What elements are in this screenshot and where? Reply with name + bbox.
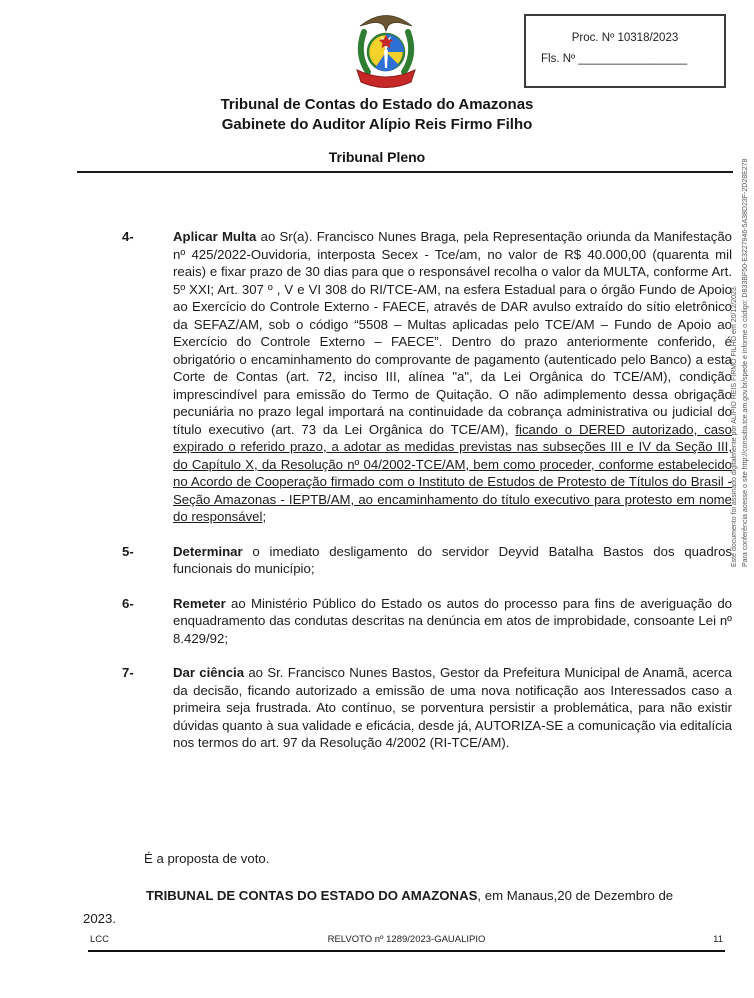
list-item-6 (122, 595, 732, 648)
proposal-line: É a proposta de voto. (144, 851, 270, 866)
item-text (173, 664, 732, 752)
verification-line: Para conferência acesse o site http://consulta.tce.am.gov.br/spede e informe o código: D833BF50-E3227946-5A38D23F-2D28E278 (742, 158, 749, 567)
item-number: 4- (122, 229, 134, 244)
item-lead: Aplicar Multa (173, 229, 257, 244)
office-name: Gabinete do Auditor Alípio Reis Firmo Filho (221, 116, 533, 133)
footer-divider (88, 950, 725, 952)
item-body: o imediato desligamento do servidor Deyvid Batalha Bastos dos quadros funcionais do município; (173, 543, 732, 576)
closing-org-name: TRIBUNAL DE CONTAS DO ESTADO DO AMAZONAS (146, 888, 478, 903)
list-item-5 (122, 543, 732, 578)
item-text (173, 543, 732, 578)
dispositive-list (122, 228, 732, 769)
process-number-box (524, 14, 726, 88)
item-underlined-clause: ficando o DERED autorizado, caso expirado o referido prazo, a adotar as medidas previstas nas subseções III e IV da Seção III, do Capítulo X, da Resolução nº 04/2002-TCE/AM, bem como proceder, conforme estabelecido no Acordo de Cooperação firmado com o Instituto de Estudos de Protesto de Títulos do Brasil - Seção Amazonas - IEPTB/AM, ao encaminhamento do título executivo para protesto em nome do responsável; (173, 421, 732, 524)
item-number: 5- (122, 543, 134, 559)
process-number: Proc. Nº 10318/2023 (571, 32, 679, 44)
item-body: ao Sr. Francisco Nunes Bastos, Gestor da Prefeitura Municipal de Anamã, acerca da decisão, ficando autorizado a emissão de uma nova notificação aos Interessados caso a primeira seja frustrada. Ato contínuo, se porventura persistir a problemática, para não existir dúvidas quanto à sua validade e eficácia, desde já, AUTORIZA-SE a comunicação via editalícia nos termos do art. 97 da Resolução 4/2002 (RI-TCE/AM). (173, 665, 732, 750)
item-text (173, 228, 732, 526)
item-body: ao Ministério Público do Estado os autos do processo para fins de averiguação do enquadramento das condutas descritas na denúncia em atos de improbidade, consoante Lei nº 8.429/92; (173, 595, 732, 646)
digital-signature-note (729, 158, 751, 567)
closing-paragraph (83, 884, 679, 930)
folio-number-blank: Fls. Nº _________________ (541, 53, 688, 65)
header-title (0, 95, 754, 135)
item-lead: Determinar (173, 543, 243, 559)
section-title: Tribunal Pleno (328, 149, 426, 165)
amazonas-coat-of-arms-icon (351, 10, 421, 92)
list-item-7 (122, 664, 732, 752)
header-divider (77, 171, 733, 173)
closing-date: , em Manaus,20 de Dezembro de 2023. (83, 888, 674, 926)
item-body: ao Sr(a). Francisco Nunes Braga, pela Representação oriunda da Manifestação nº 425/2022-Ouvidoria, interposta Secex - Tce/am, no valor de R$ 40.000,00 (quarenta mil reais) e fixar prazo de 30 dias para que o responsável recolha o valor da MULTA, conforme Art. 5º XXI; Art. 307 º , V e VI 308 do RI/TCE-AM, na esfera Estadual para o órgão Fundo de Apoio ao Exercício do Controle Externo - FAECE, através de DAR avulso extraído do sítio eletrônico da SEFAZ/AM, sob o código “5508 – Multas aplicadas pelo TCE/AM – Fundo de Apoio ao Exercício do Controle Externo – FAECE”. Dentro do prazo anteriormente conferido, é obrigatório o encaminhamento do comprovante de pagamento (autenticado pelo Banco) a esta Corte de Contas (art. 72, inciso III, alínea "a", da Lei Orgânica do TCE/AM), condição imprescindível para emissão do Termo de Quitação. O não adimplemento dessa obrigação pecuniária no prazo legal importará na continuidade da cobrança administrativa ou judicial do título executivo (art. 73 da Lei Orgânica do TCE/AM), (173, 229, 732, 437)
item-text (173, 595, 732, 648)
item-number: 6- (122, 595, 134, 611)
item-number: 7- (122, 665, 134, 680)
org-name: Tribunal de Contas do Estado do Amazonas (220, 96, 534, 113)
footer-document-reference: RELVOTO nº 1289/2023-GAUALIPIO (327, 934, 486, 945)
signature-line: Este documento foi assinado digitalmente por ALIPIO REIS FIRMO FILHO em 20/12/2023. (731, 285, 738, 567)
page-footer (88, 934, 725, 948)
item-lead: Dar ciência (173, 665, 245, 680)
item-lead: Remeter (173, 595, 226, 611)
footer-initials: LCC (90, 934, 110, 945)
list-item-4 (122, 228, 732, 526)
footer-page-number: 11 (713, 934, 723, 945)
